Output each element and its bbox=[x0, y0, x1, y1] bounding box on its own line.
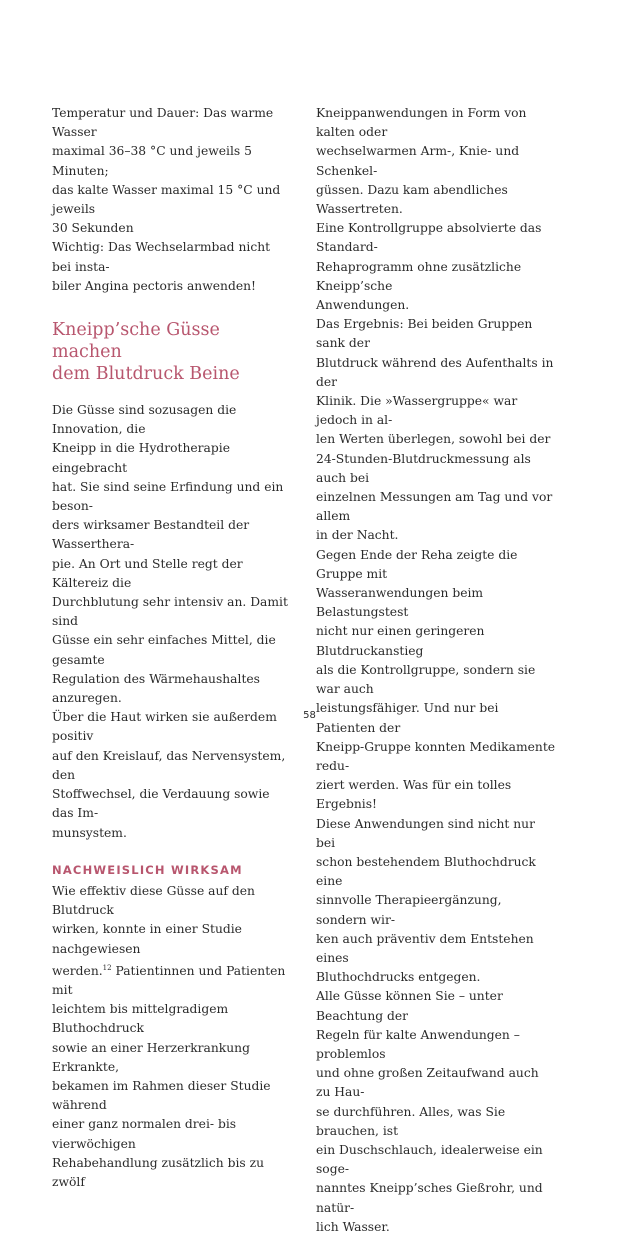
body-paragraph: Die Güsse sind sozusagen die Innovation, die Kneipp in die Hydrotherapie eingebracht hat. Sie sind seine Erfindung und ein beson- ders wirksamer Bestandteil der Wassertherа- pie. An Ort und Stelle regt der Kältereiz die Durchblutung sehr intensiv an. Damit sind Güsse ein sehr einfaches Mittel, die gesamte Regulation des Wärmehaushaltes anzuregen. Über die Haut wirken sie außerdem positiv auf den Kreislauf, das Nervensystem, den Stoffwechsel, die Verdauung sowie das Im- munsystem. bbox=[52, 403, 288, 840]
right-column bbox=[316, 104, 556, 1237]
page-number: 58 bbox=[303, 710, 316, 721]
study-text-part2: Patientinnen und Patienten mit leichtem bis mittelgradigem Bluthochdruck sowie an einer Herzerkrankung Erkrankte, bekamen im Rahmen dieser Studie während einer ganz normalen drei- bis vierwöchigen Rehabehandlung zusätzlich bis zu zwölf bbox=[52, 963, 286, 1190]
intro-paragraph: Temperatur und Dauer: Das warme Wasser maximal 36–38 °C und jeweils 5 Minuten; das kalte Wasser maximal 15 °C und jeweils 30 Sekunden Wichtig: Das Wechselarmbad nicht bei insta- biler Angina pectoris anwenden! bbox=[52, 106, 281, 293]
footnote-reference: 12 bbox=[102, 963, 112, 972]
right-column-text: Kneippanwendungen in Form von kalten oder wechselwarmen Arm-, Knie- und Schenkel- güssen. Dazu kam abendliches Wassertreten. Eine Kontrollgruppe absolvierte das Standard- Rehaprogramm ohne zusätzliche Kneipp’sche Anwendungen. Das Ergebnis: Bei beiden Gruppen sank der Blutdruck während des Aufenthalts in der Klinik. Die »Wassergruppe« war jedoch in al- len Werten überlegen, sowohl bei der 24-Stunden-Blutdruckmessung als auch bei einzelnen Messungen am Tag und vor allem in der Nacht. Gegen Ende der Reha zeigte die Gruppe mit Wasseranwendungen beim Belastungstest nicht nur einen geringeren Blutdruckanstieg als die Kontrollgruppe, sondern sie war auch leistungsfähiger. Und nur bei Patienten der Kneipp-Gruppe konnten Medikamente redu- ziert werden. Was für ein tolles Ergebnis! Diese Anwendungen sind nicht nur bei schon bestehendem Bluthochdruck eine sinnvolle Therapieergänzung, sondern wir- ken auch präventiv dem Entstehen eines Bluthochdrucks entgegen. Alle Güsse können Sie – unter Beachtung der Regeln für kalte Anwendungen – problemlos und ohne großen Zeitaufwand auch zu Hau- se durchführen. Alles, was Sie brauchen, ist ein Duschschlauch, idealerweise ein soge- nanntes Kneipp’sches Gießrohr, und natür- lich Wasser. bbox=[316, 106, 556, 1234]
study-paragraph bbox=[52, 882, 290, 1192]
left-column bbox=[52, 104, 290, 1192]
subheading: NACHWEISLICH WIRKSAM bbox=[52, 862, 243, 877]
section-heading: Kneipp’sche Güsse machen dem Blutdruck Beine bbox=[52, 320, 240, 385]
study-text-part1: Wie effektiv diese Güsse auf den Blutdruck wirken, konnte in einer Studie nachgewiesen werden. bbox=[52, 883, 255, 978]
